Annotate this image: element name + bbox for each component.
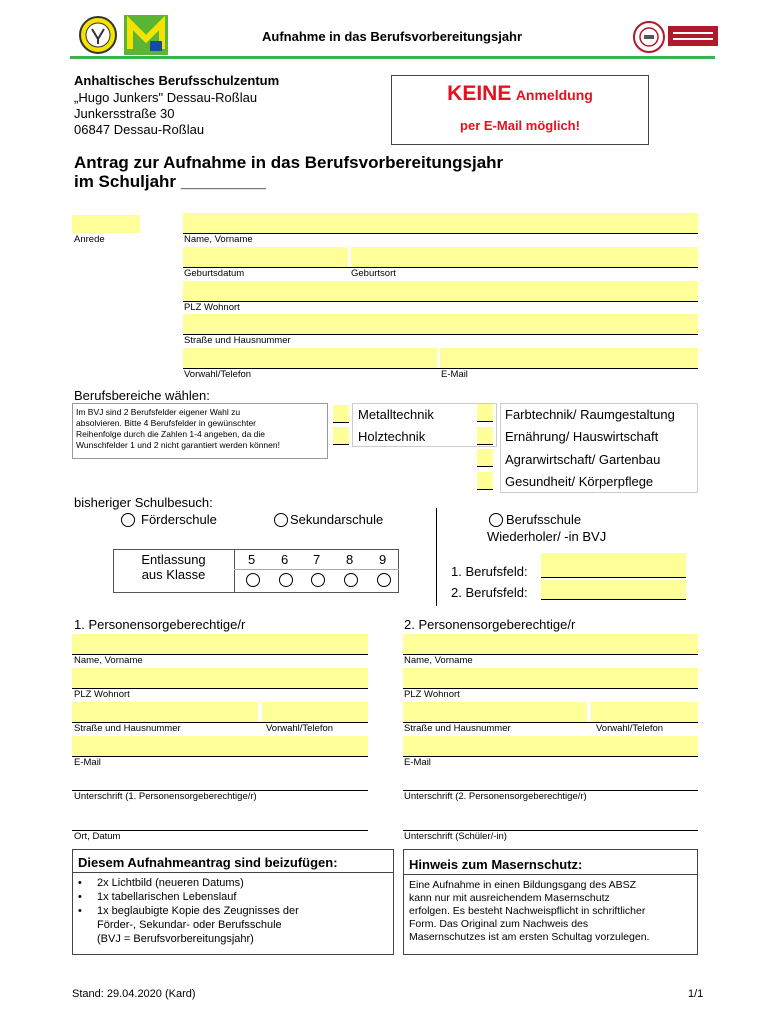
attachments-heading-rule <box>73 872 393 873</box>
masern-line-2: kann nur mit ausreichendem Masernschutz <box>409 892 610 904</box>
plz-rule <box>183 301 698 302</box>
attachment-item-3: • 1x beglaubigte Kopie des Zeugnisses der <box>78 905 299 917</box>
entlassung-row-sep <box>234 569 399 570</box>
attachment-item-3b: Förder-, Sekundar- oder Berufsschule <box>97 919 282 931</box>
berufsbereiche-note <box>72 403 328 459</box>
ort-datum-label: Ort, Datum <box>74 831 121 842</box>
certification-logo <box>668 26 718 46</box>
notice-line-2: per E-Mail möglich! <box>460 118 580 133</box>
masernschutz-heading-rule <box>404 874 697 875</box>
metalltechnik-rule <box>333 422 349 423</box>
entlassung-line-1: Entlassung <box>141 552 206 567</box>
masernschutz-heading: Hinweis zum Masernschutz: <box>409 857 583 872</box>
note-line-1: Im BVJ sind 2 Berufsfelder eigener Wahl zu <box>76 407 241 417</box>
left-options-box <box>352 403 497 447</box>
g2-name-label: Name, Vorname <box>404 655 473 666</box>
form-title: Antrag zur Aufnahme in das Berufsvorbereitungsjahr <box>74 153 504 172</box>
attachment-item-3c: (BVJ = Berufsvorbereitungsjahr) <box>97 933 254 945</box>
entlassung-col-sep <box>234 549 235 593</box>
footer-page-number: 1/1 <box>688 988 704 1000</box>
ernaehrung-label: Ernährung/ Hauswirtschaft <box>505 429 659 444</box>
g1-telefon-label: Vorwahl/Telefon <box>266 723 334 734</box>
school-city: 06847 Dessau-Roßlau <box>74 122 205 137</box>
metalltechnik-rank-field[interactable] <box>333 405 349 422</box>
holztechnik-rank-field[interactable] <box>333 427 349 444</box>
schulbesuch-heading: bisheriger Schulbesuch: <box>74 495 213 510</box>
holztechnik-label: Holztechnik <box>358 429 426 444</box>
wiederholer-label: Wiederholer/ -in BVJ <box>487 529 607 544</box>
note-line-4: Wunschfelder 1 und 2 nicht garantiert werden können! <box>76 440 280 450</box>
klasse-5-radio[interactable] <box>246 573 260 587</box>
notice-keine: KEINE <box>447 82 512 105</box>
anrede-label: Anrede <box>74 234 105 245</box>
farbtechnik-rule <box>477 421 493 422</box>
g2-telefon-label: Vorwahl/Telefon <box>596 723 664 734</box>
klasse-9-label: 9 <box>379 552 387 567</box>
g2-email-rule <box>403 756 698 757</box>
entlassung-line-2: aus Klasse <box>141 567 206 582</box>
sekundarschule-radio[interactable] <box>274 513 288 527</box>
masern-line-3: erfolgen. Es besteht Nachweispflicht in schriftlicher <box>409 905 646 917</box>
berufsfeld-2-rule <box>541 599 686 600</box>
attachment-item-1: • 2x Lichtbild (neueren Datums) <box>78 877 244 889</box>
name-rule <box>183 233 698 234</box>
g2-telefon-field[interactable] <box>591 702 698 722</box>
attachments-heading: Diesem Aufnahmeantrag sind beizufügen: <box>78 855 338 870</box>
geburtsort-field[interactable] <box>351 247 698 267</box>
sekundarschule-label: Sekundarschule <box>290 512 384 527</box>
geburtsdatum-field[interactable] <box>183 247 348 267</box>
g2-email-label: E-Mail <box>404 757 431 768</box>
agrarwirtschaft-label: Agrarwirtschaft/ Gartenbau <box>505 452 661 467</box>
attachments-list <box>78 876 299 946</box>
agrarwirtschaft-rank-field[interactable] <box>477 449 493 466</box>
berufsfeld-1-rule <box>541 577 686 578</box>
gesundheit-label: Gesundheit/ Körperpflege <box>505 474 654 489</box>
foerderschule-label: Förderschule <box>141 512 217 527</box>
attachment-item-2: • 1x tabellarischen Lebenslauf <box>78 891 237 903</box>
g1-email-rule <box>72 756 368 757</box>
notice-line-1 <box>392 82 648 106</box>
g2-email-field[interactable] <box>403 736 698 756</box>
school-name-2: „Hugo Junkers" Dessau-Roßlau <box>74 90 258 105</box>
telefon-label: Vorwahl/Telefon <box>184 369 252 380</box>
farbtechnik-rank-field[interactable] <box>477 404 493 421</box>
g1-plz-field[interactable] <box>72 668 368 688</box>
klasse-6-radio[interactable] <box>279 573 293 587</box>
header-rule <box>70 56 715 59</box>
schueler-signature-label: Unterschrift (Schüler/-in) <box>404 831 507 842</box>
name-label: Name, Vorname <box>184 234 253 245</box>
masernschutz-text <box>409 879 649 944</box>
school-emblem-logo <box>78 15 118 55</box>
berufsbereiche-heading: Berufsbereiche wählen: <box>74 388 210 403</box>
klasse-7-label: 7 <box>313 552 321 567</box>
berufsfeld-1-label: 1. Berufsfeld: <box>451 564 528 579</box>
gesundheit-rule <box>477 489 493 490</box>
g1-name-field[interactable] <box>72 634 368 654</box>
g1-strasse-label: Straße und Hausnummer <box>74 723 181 734</box>
g1-name-label: Name, Vorname <box>74 655 143 666</box>
form-title-schuljahr: im Schuljahr _________ <box>74 172 266 191</box>
header-title: Aufnahme in das Berufsvorbereitungsjahr <box>262 29 523 44</box>
masern-line-4: Form. Das Original zum Nachweis des <box>409 918 589 930</box>
school-street: Junkersstraße 30 <box>74 106 175 121</box>
g2-name-field[interactable] <box>403 634 698 654</box>
guardian-2-heading: 2. Personensorgeberechtige/r <box>404 617 576 632</box>
g1-strasse-field[interactable] <box>72 702 258 722</box>
notice-anmeldung: Anmeldung <box>515 87 593 103</box>
farbtechnik-label: Farbtechnik/ Raumgestaltung <box>505 407 675 422</box>
metalltechnik-label: Metalltechnik <box>358 407 434 422</box>
anrede-field[interactable] <box>72 215 140 233</box>
holztechnik-rule <box>333 444 349 445</box>
klasse-8-radio[interactable] <box>344 573 358 587</box>
g2-signature-label: Unterschrift (2. Personensorgeberechtige/r) <box>404 791 587 802</box>
name-field[interactable] <box>183 213 698 233</box>
g2-plz-field[interactable] <box>403 668 698 688</box>
klasse-7-radio[interactable] <box>311 573 325 587</box>
g1-telefon-field[interactable] <box>262 702 368 722</box>
strasse-label: Straße und Hausnummer <box>184 335 291 346</box>
attachments-box <box>72 849 394 955</box>
no-email-notice-box <box>391 75 649 145</box>
berufsfeld-2-field[interactable] <box>541 580 686 599</box>
school-name: Anhaltisches Berufsschulzentum <box>74 73 280 88</box>
school-m-logo <box>124 15 168 55</box>
telefon-field[interactable] <box>183 348 437 368</box>
gesundheit-rank-field[interactable] <box>477 472 493 489</box>
schulbesuch-divider <box>436 508 437 606</box>
g1-plz-label: PLZ Wohnort <box>74 689 130 700</box>
berufsfeld-2-label: 2. Berufsfeld: <box>451 585 528 600</box>
entlassung-label <box>114 552 233 582</box>
klasse-8-label: 8 <box>346 552 354 567</box>
note-line-3: Reihenfolge durch die Zahlen 1-4 angeben, da die <box>76 429 266 439</box>
g1-signature-label: Unterschrift (1. Personensorgeberechtige/r) <box>74 791 257 802</box>
geburtsort-label: Geburtsort <box>351 268 396 279</box>
g2-strasse-label: Straße und Hausnummer <box>404 723 511 734</box>
note-line-2: absolvieren. Bitte 4 Berufsfelder in gewünschter <box>76 418 257 428</box>
foerderschule-radio[interactable] <box>121 513 135 527</box>
email-label: E-Mail <box>441 369 468 380</box>
berufsfeld-1-field[interactable] <box>541 553 686 577</box>
agrar-rule <box>477 466 493 467</box>
g1-email-label: E-Mail <box>74 757 101 768</box>
klasse-6-label: 6 <box>281 552 289 567</box>
strasse-field[interactable] <box>183 314 698 334</box>
geburt-rule <box>183 267 698 268</box>
quality-seal-logo <box>632 20 666 54</box>
berufsschule-radio[interactable] <box>489 513 503 527</box>
plz-field[interactable] <box>183 281 698 301</box>
g2-strasse-field[interactable] <box>403 702 587 722</box>
masernschutz-box <box>403 849 698 955</box>
berufsschule-label: Berufsschule <box>506 512 582 527</box>
g1-email-field[interactable] <box>72 736 368 756</box>
klasse-9-radio[interactable] <box>377 573 391 587</box>
g2-plz-label: PLZ Wohnort <box>404 689 460 700</box>
guardian-1-heading: 1. Personensorgeberechtige/r <box>74 617 246 632</box>
footer-stand: Stand: 29.04.2020 (Kard) <box>72 988 196 1000</box>
ernaehrung-rank-field[interactable] <box>477 427 493 444</box>
masern-line-5: Masernschutzes ist am ersten Schultag vorzulegen. <box>409 931 650 943</box>
ernaehrung-rule <box>477 444 493 445</box>
plz-label: PLZ Wohnort <box>184 302 240 313</box>
email-field[interactable] <box>440 348 698 368</box>
masern-line-1: Eine Aufnahme in einen Bildungsgang des ABSZ <box>409 879 637 891</box>
geburtsdatum-label: Geburtsdatum <box>184 268 245 279</box>
klasse-5-label: 5 <box>248 552 256 567</box>
